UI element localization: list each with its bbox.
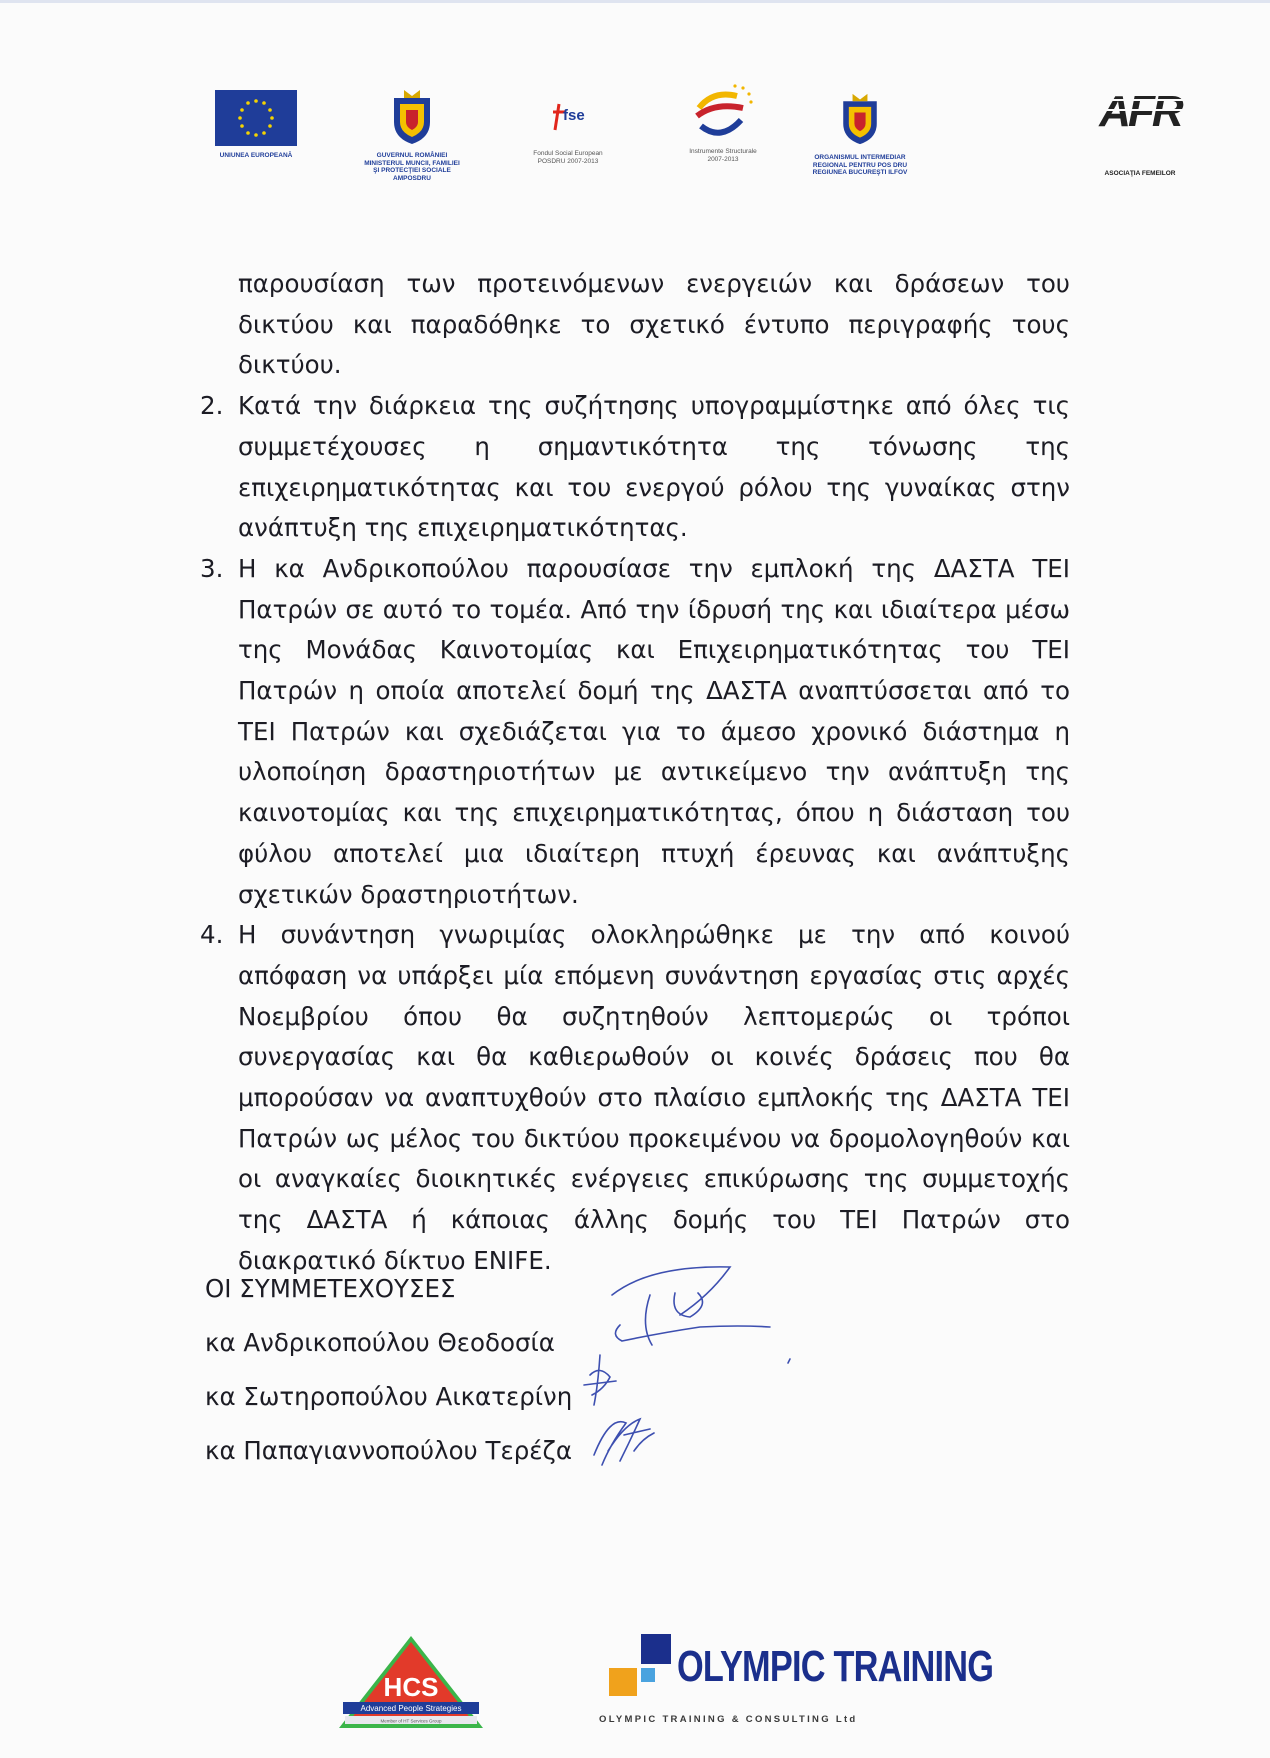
eu-logo	[196, 90, 316, 160]
item-text: Κατά την διάρκεια της συζήτησης υπογραμμίστηκε από όλες τις συμμετέχουσες η σημαντικότητα της τόνωσης της επιχειρηματικότητας και του ενεργού ρόλου της γυναίκας στην ανάπτυξη της επιχειρηματικότητας.	[238, 391, 1070, 543]
olympic-title: OLYMPIC TRAINING	[677, 1642, 994, 1691]
signatory-name: κα Παπαγιαννοπούλου Τερέζα	[205, 1436, 572, 1465]
afr-mark-icon	[1092, 86, 1188, 136]
afr-mark: AFR	[1099, 87, 1181, 136]
item-number: 4.	[200, 920, 224, 950]
fse-icon	[545, 96, 591, 136]
fse-caption: Fondul Social European POSDRU 2007-2013	[533, 150, 603, 165]
signature-3	[594, 1419, 654, 1465]
eu-flag-icon	[215, 90, 297, 146]
hcs-triangle-icon	[333, 1632, 489, 1732]
handwritten-signatures	[580, 1255, 810, 1485]
signature-2	[584, 1355, 616, 1405]
minutes-body	[200, 264, 1070, 1282]
item-1-continuation: παρουσίαση των προτεινόμενων ενεργειών και δράσεων του δικτύου και παραδόθηκε το σχετικό έντυπο περιγραφής τους δικτύου.	[238, 269, 1070, 380]
item-text: Η συνάντηση γνωριμίας ολοκληρώθηκε με την από κοινού απόφαση να υπάρξει μία επόμενη συνάντηση εργασίας στις αρχές Νοεμβρίου όπου θα συζητηθούν λεπτομερώς οι τρόποι συνεργασίας και θα καθιερωθούν οι κοινές δράσεις που θα μπορούσαν να αναπτυχθούν στο πλαίσιο εμπλοκής της ΔΑΣΤΑ ΤΕΙ Πατρών ως μέλος του δικτύου προκειμένου να δρομολογηθούν και οι αναγκαίες διοικητικές ενέργειες επικύρωσης της συμμετοχής της ΔΑΣΤΑ ή κάποιας άλλης δομής του ΤΕΙ Πατρών στο διακρατικό δίκτυο ENIFE.	[238, 920, 1070, 1275]
item-text: Η κα Ανδρικοπούλου παρουσίασε την εμπλοκή της ΔΑΣΤΑ ΤΕΙ Πατρών σε αυτό το τομέα. Από την ίδρυσή της και ιδιαίτερα μέσω της Μονάδας Καινοτομίας και Επιχειρηματικότητας του ΤΕΙ Πατρών η οποία αποτελεί δομή της ΔΑΣΤΑ αναπτύσσεται από το ΤΕΙ Πατρών και σχεδιάζεται για το άμεσο χρονικό διάστημα η υλοποίηση δραστηριοτήτων με αντικείμενο την ανάπτυξη της καινοτομίας και της επιχειρηματικότητας, όπου η διάσταση του φύλου αποτελεί μια ιδιαίτερη πτυχή έρευνας και ανάπτυξης σχετικών δραστηριοτήτων.	[238, 553, 1070, 909]
oi-regional-caption: ORGANISMUL INTERMEDIAR REGIONAL PENTRU POS DRU REGIUNEA BUCUREŞTI ILFOV	[812, 154, 908, 176]
government-caption: GUVERNUL ROMÂNIEI MINISTERUL MUNCII, FAMILIEI ŞI PROTECŢIEI SOCIALE AMPOSDRU	[364, 152, 460, 182]
hcs-mark: HCS	[383, 1672, 439, 1702]
item-number: 2.	[200, 391, 224, 421]
olympic-subtitle: OLYMPIC TRAINING & CONSULTING Ltd	[599, 1714, 858, 1725]
page-top-edge	[0, 0, 1270, 3]
list-item	[200, 549, 1070, 915]
hcs-logo	[333, 1632, 489, 1736]
olympic-squares-icon	[605, 1632, 675, 1704]
list-item	[200, 386, 1070, 549]
romanian-coat-of-arms-icon	[839, 92, 881, 146]
signatory-name: κα Ανδρικοπούλου Θεοδοσία	[205, 1328, 555, 1357]
fse-logo	[508, 96, 628, 165]
signatory-name: κα Σωτηροπούλου Αικατερίνη	[205, 1382, 573, 1411]
afr-logo	[1085, 86, 1195, 178]
eu-caption: UNIUNEA EUROPEANĂ	[219, 152, 293, 159]
afr-caption: ASOCIAŢIA FEMEILOR	[1104, 170, 1176, 177]
item-number: 3.	[200, 553, 224, 583]
signatories-block	[205, 1262, 572, 1478]
signature-mark	[788, 1359, 790, 1363]
list-item	[200, 915, 1070, 1281]
signatories-heading: ΟΙ ΣΥΜΜΕΤΕΧΟΥΣΕΣ	[205, 1274, 456, 1303]
structural-instruments-icon	[691, 82, 755, 144]
signature-1	[612, 1267, 770, 1345]
romanian-coat-of-arms-icon	[390, 88, 434, 146]
government-logo	[352, 88, 472, 182]
instrumente-structurale-logo	[663, 82, 783, 163]
oi-regional-logo	[800, 92, 920, 177]
hcs-tagline: Advanced People Strategies	[360, 1704, 462, 1713]
hcs-small: Member of HT Services Group	[380, 1718, 442, 1724]
fse-mark: fse	[563, 107, 585, 124]
instrumente-caption: Instrumente Structurale 2007-2013	[689, 148, 757, 163]
